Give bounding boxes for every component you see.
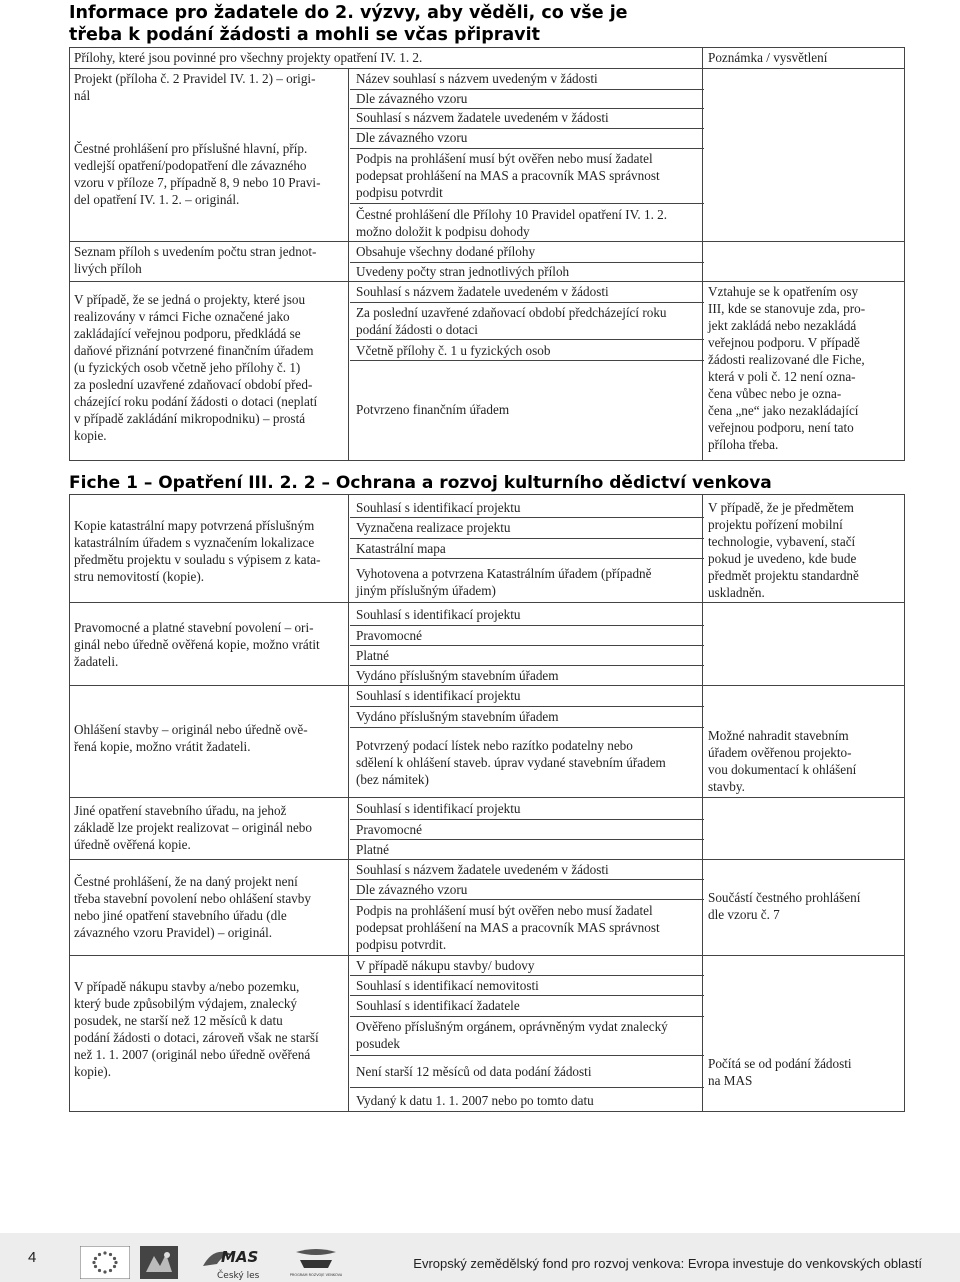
- table2-mid-20: Ověřeno příslušným orgánem, oprávněným vydat znalecký posudek: [356, 1019, 668, 1051]
- table2-left-3: Jiné opatření stavebního úřadu, na jehož základě lze projekt realizovat – originál nebo úředně ověřená kopie.: [74, 803, 312, 852]
- table1-mid-9: Za poslední uzavřené zdaňovací období předcházející roku podání žádosti o dotaci: [356, 305, 667, 337]
- table2-left-0: Kopie katastrální mapy potvrzená příslušným katastrálním úřadem s vyznačením lokalizace předmětu projektu v souladu s výpisem z kata- stru nemovitostí (kopie).: [74, 518, 321, 584]
- table2-note-0: V případě, že je předmětem projektu pořízení mobilní technologie, vybavení, stačí pokud je uvedeno, kde bude předmět projektu standardně uskladněn.: [708, 500, 859, 600]
- leader-logo-icon: [140, 1246, 178, 1279]
- table1-mid-11: Potvrzeno finančním úřadem: [356, 402, 510, 417]
- header-line-1: Informace pro žadatele do 2. výzvy, aby věděli, co vše je: [69, 3, 628, 23]
- table2-mid-9: Vydáno příslušným stavebním úřadem: [356, 709, 559, 724]
- table2-mid-6: Platné: [356, 648, 389, 663]
- table2-mid-17: V případě nákupu stavby/ budovy: [356, 958, 535, 973]
- table1-left-0: Projekt (příloha č. 2 Pravidel IV. 1. 2) – origi- nál: [74, 71, 316, 103]
- table2-mid-1: Vyznačena realizace projektu: [356, 520, 511, 535]
- table1-left-2: Seznam příloh s uvedením počtu stran jednot- livých příloh: [74, 244, 317, 276]
- table1-mid-4: Podpis na prohlášení musí být ověřen nebo musí žadatel podepsat prohlášení na MAS a pracovník MAS správnost podpisu potvrdit: [356, 151, 660, 200]
- table1-mid-8: Souhlasí s názvem žadatele uvedeném v žádosti: [356, 284, 609, 299]
- table1-left-1: Čestné prohlášení pro příslušné hlavní, příp. vedlejší opatření/podopatření dle závazného vzoru v příloze 7, případně 8, 9 nebo 10 Pravi- del opatření IV. 1. 2. – originál.: [74, 141, 321, 207]
- page-number: 4: [28, 1249, 37, 1266]
- table2-mid-15: Dle závazného vzoru: [356, 882, 468, 897]
- table2-note-1: Možné nahradit stavebním úřadem ověřenou projekto- vou dokumentací k ohlášení stavby.: [708, 728, 857, 794]
- table1-note-0: Vztahuje se k opatřením osy III, kde se stanovuje zda, pro- jekt zakládá nebo nezakládá veřejnou podporu. V případě žádosti realizované dle Fiche, která v poli č. 12 není ozna- čena vůbec nebo je ozna- čena „ne“ jako nezakládající veřejnou podporu, není tato příloha třeba.: [708, 284, 866, 452]
- table1-header-notes: Poznámka / vysvětlení: [708, 50, 828, 65]
- table2-mid-7: Vydáno příslušným stavebním úřadem: [356, 668, 559, 683]
- svg-text:PROGRAM ROZVOJE VENKOVA: PROGRAM ROZVOJE VENKOVA: [290, 1273, 342, 1277]
- table1-mid-3: Dle závazného vzoru: [356, 130, 468, 145]
- table2-mid-19: Souhlasí s identifikací žadatele: [356, 998, 520, 1013]
- table2-note-2: Součástí čestného prohlášení dle vzoru č. 7: [708, 890, 861, 922]
- table2-mid-3: Vyhotovena a potvrzena Katastrálním úřadem (případně jiným příslušným úřadem): [356, 566, 652, 598]
- table2-mid-22: Vydaný k datu 1. 1. 2007 nebo po tomto datu: [356, 1093, 594, 1108]
- table2-mid-16: Podpis na prohlášení musí být ověřen nebo musí žadatel podepsat prohlášení na MAS a pracovník MAS správnost podpisu potvrdit.: [356, 903, 660, 952]
- table2-mid-0: Souhlasí s identifikací projektu: [356, 500, 521, 515]
- footer-text: Evropský zemědělský fond pro rozvoj venkova: Evropa investuje do venkovských oblastí: [413, 1256, 922, 1271]
- table2-mid-18: Souhlasí s identifikací nemovitosti: [356, 978, 539, 993]
- mas-cesky-les-logo: [195, 1238, 275, 1282]
- table2-left-4: Čestné prohlášení, že na daný projekt není třeba stavební povolení nebo ohlášení stavby nebo jiné opatření stavebního úřadu (dle závazného vzoru Pravidel) – originál.: [74, 874, 311, 940]
- table1-left-3: V případě, že se jedná o projekty, které jsou realizovány v rámci Fiche označené jako zakládající veřejnou podporu, předkládá se daňové přiznání potvrzené finančním úřadem (u fyzických osob včetně jeho přílohy č. 1) za poslední uzavřené zdaňovací období před- cházející roku podání žádosti o dotaci (neplatí v případě zakládání mikropodniku) – prostá kopie.: [74, 292, 318, 443]
- table2-mid-14: Souhlasí s názvem žadatele uvedeném v žádosti: [356, 862, 609, 877]
- fiche-title: Fiche 1 – Opatření III. 2. 2 – Ochrana a rozvoj kulturního dědictví venkova: [69, 473, 772, 493]
- table2-mid-2: Katastrální mapa: [356, 541, 446, 556]
- table2-mid-13: Platné: [356, 842, 389, 857]
- eu-flag-icon: [80, 1246, 130, 1279]
- table1-mid-7: Uvedeny počty stran jednotlivých příloh: [356, 264, 570, 279]
- table2-left-5: V případě nákupu stavby a/nebo pozemku, který bude způsobilým výdajem, znalecký posudek, ne starší než 12 měsíců k datu podání žádosti o dotaci, zároveň však ne starší než 1. 1. 2007 (originál nebo úředně ověřená kopie).: [74, 979, 319, 1079]
- table1-mid-2: Souhlasí s názvem žadatele uvedeném v žádosti: [356, 110, 609, 125]
- header-line-2: třeba k podání žádosti a mohli se včas připravit: [69, 25, 540, 45]
- program-rozvoje-venkova-logo: [290, 1244, 342, 1280]
- table1-mid-0: Název souhlasí s názvem uvedeným v žádosti: [356, 71, 598, 86]
- page-header: [69, 2, 769, 46]
- table2-mid-21: Není starší 12 měsíců od data podání žádosti: [356, 1064, 592, 1079]
- table1-header-left: Přílohy, které jsou povinné pro všechny projekty opatření IV. 1. 2.: [74, 50, 423, 65]
- table2-mid-4: Souhlasí s identifikací projektu: [356, 607, 521, 622]
- table2-mid-11: Souhlasí s identifikací projektu: [356, 801, 521, 816]
- table2-mid-8: Souhlasí s identifikací projektu: [356, 688, 521, 703]
- table1-mid-1: Dle závazného vzoru: [356, 91, 468, 106]
- svg-text:Český les: Český les: [217, 1271, 260, 1281]
- table1-mid-5: Čestné prohlášení dle Přílohy 10 Pravidel opatření IV. 1. 2. možno doložit k podpisu dohody: [356, 207, 668, 239]
- table2-left-1: Pravomocné a platné stavební povolení – ori- ginál nebo úředně ověřená kopie, možno vrátit žadateli.: [74, 620, 320, 669]
- table1-mid-10: Včetně přílohy č. 1 u fyzických osob: [356, 343, 551, 358]
- table2-mid-12: Pravomocné: [356, 822, 422, 837]
- table2-mid-10: Potvrzený podací lístek nebo razítko podatelny nebo sdělení k ohlášení staveb. úprav vydané stavebním úřadem (bez námitek): [356, 738, 666, 787]
- table2-left-2: Ohlášení stavby – originál nebo úředně ově- řená kopie, možno vrátit žadateli.: [74, 722, 308, 754]
- table2-note-3: Počítá se od podání žádosti na MAS: [708, 1056, 852, 1088]
- table2-mid-5: Pravomocné: [356, 628, 422, 643]
- table1-mid-6: Obsahuje všechny dodané přílohy: [356, 244, 536, 259]
- svg-text:MAS: MAS: [221, 1248, 259, 1266]
